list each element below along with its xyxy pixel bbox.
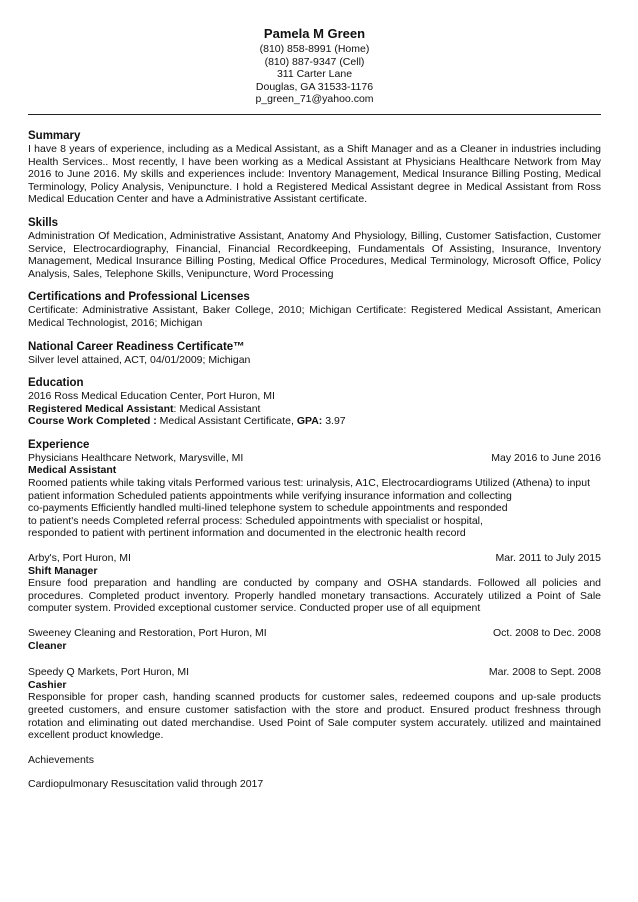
header-divider xyxy=(28,114,601,115)
education-title: Education xyxy=(28,377,84,390)
spacer xyxy=(28,652,601,666)
ncrc-text: Silver level attained, ACT, 04/01/2009; Michigan xyxy=(28,353,251,366)
job-header xyxy=(28,552,601,565)
street-address: 311 Carter Lane xyxy=(276,68,353,81)
job-employer: Physicians Healthcare Network, Marysville, MI xyxy=(28,451,244,464)
job-entry xyxy=(28,627,601,652)
certifications-section xyxy=(28,290,601,329)
achievements-title: Achievements xyxy=(28,753,94,766)
skills-text: Administration Of Medication, Administrative Assistant, Anatomy And Physiology, Billing, Customer Satisfaction, Customer Service, Electrocardiography, Financial, Financial Recordkeeping, Fundamentals Of Assisting, Insurance, Inventory Management, Medical Insurance Billing Posting, Medical Office Procedures, Medical Terminology, Microsoft Office, Policy Analysis, Sales, Telephone Skills, Venipuncture, Word Processing xyxy=(28,229,601,280)
gpa-label: GPA: xyxy=(296,415,323,428)
certifications-title: Certifications and Professional Licenses xyxy=(28,291,250,304)
education-section xyxy=(28,376,601,428)
job-description-line: responded to patient with pertinent information and documented in the electronic health record xyxy=(28,527,466,540)
job-employer: Sweeney Cleaning and Restoration, Port Huron, MI xyxy=(28,627,267,639)
job-description: Ensure food preparation and handling are conducted by company and OSHA standards. Followed all policies and procedures. Completed product inventory. Properly handled monetary transactions. Accurately utilized a Point of Sale computer system. Provided exceptional customer service. Conducted proper use of all equipment xyxy=(28,577,601,615)
job-role: Cleaner xyxy=(28,639,67,652)
spacer xyxy=(28,742,601,754)
resume-page xyxy=(28,26,601,791)
home-phone: (810) 858-8991 (Home) xyxy=(259,43,370,55)
email-address: p_green_71@yahoo.com xyxy=(255,93,374,106)
job-entry xyxy=(28,552,601,615)
cell-phone: (810) 887-9347 (Cell) xyxy=(264,55,365,68)
job-role: Cashier xyxy=(28,678,67,691)
job-dates: Oct. 2008 to Dec. 2008 xyxy=(493,627,601,639)
experience-title: Experience xyxy=(28,438,90,451)
job-role: Shift Manager xyxy=(28,564,98,577)
skills-section xyxy=(28,216,601,280)
summary-text: I have 8 years of experience, including as a Medical Assistant, as a Shift Manager and as a Cleaner in industries including Health Services.. Most recently, I have been working as a Medical Assistant at Physicians Healthcare Network from May 2016 to June 2016. My skills and experiences include: Inventory Management, Medical Insurance Billing Posting, Medical Terminology, Policy Analysis, Venipuncture. I hold a Registered Medical Assistant degree in Medical Assistant from Ross Medical Education Center and have a Administrative Assistant certificate. xyxy=(28,142,601,206)
achievements-section xyxy=(28,754,601,791)
education-degree xyxy=(28,403,601,416)
degree-label: Registered Medical Assistant xyxy=(28,402,174,415)
degree-value: : Medical Assistant xyxy=(173,402,261,415)
candidate-name: Pamela M Green xyxy=(263,26,366,41)
job-header xyxy=(28,627,601,640)
education-coursework xyxy=(28,415,601,428)
job-header xyxy=(28,666,601,679)
job-employer: Speedy Q Markets, Port Huron, MI xyxy=(28,666,190,679)
coursework-label: Course Work Completed : xyxy=(28,415,157,428)
achievements-text: Cardiopulmonary Resuscitation valid through 2017 xyxy=(28,778,264,791)
certifications-text: Certificate: Administrative Assistant, Baker College, 2010; Michigan Certificate: Registered Medical Assistant, American Medical Technologist, 2016; Michigan xyxy=(28,304,601,329)
spacer xyxy=(28,766,601,778)
job-dates: Mar. 2011 to July 2015 xyxy=(495,552,601,565)
job-description-line: patient information Scheduled patients appointments while verifying insurance information and collecting xyxy=(28,489,512,502)
summary-title: Summary xyxy=(28,129,81,142)
skills-title: Skills xyxy=(28,216,59,229)
job-header xyxy=(28,452,601,465)
city-address: Douglas, GA 31533-1176 xyxy=(255,80,374,93)
job-entry xyxy=(28,666,601,742)
gpa-value: 3.97 xyxy=(322,415,346,428)
job-description-line: co-payments Efficiently handled multi-lined telephone system to schedule appointments and responded xyxy=(28,502,508,515)
experience-section xyxy=(28,438,601,742)
ncrc-title: National Career Readiness Certificate™ xyxy=(28,340,245,353)
job-description-line: Roomed patients while taking vitals Performed various test: urinalysis, A1C, Electrocardiograms Utilized (Athena) to input xyxy=(28,477,591,490)
job-employer: Arby's, Port Huron, MI xyxy=(28,552,131,565)
spacer xyxy=(28,540,601,552)
job-description: Responsible for proper cash, handing scanned products for customer sales, redeemed coupons and up-sale products greeted customers, and ensure customer satisfaction with the store and product. Ensured product freshness through rotation and eliminating out dated merchandise. Used Point of Sale computer system accurately. utilized and maintained excellent product knowledge. xyxy=(28,691,601,742)
job-dates: Mar. 2008 to Sept. 2008 xyxy=(488,666,601,679)
job-entry xyxy=(28,452,601,540)
job-description-line: to patient's needs Completed referral process: Scheduled appointments with specialist or hospital, xyxy=(28,514,483,527)
education-school: 2016 Ross Medical Education Center, Port Huron, MI xyxy=(28,390,275,403)
resume-header xyxy=(28,26,601,106)
coursework-value: Medical Assistant Certificate, xyxy=(156,415,297,428)
spacer xyxy=(28,615,601,627)
summary-section xyxy=(28,129,601,206)
ncrc-section xyxy=(28,340,601,367)
job-dates: May 2016 to June 2016 xyxy=(491,451,601,464)
job-role: Medical Assistant xyxy=(28,464,117,477)
